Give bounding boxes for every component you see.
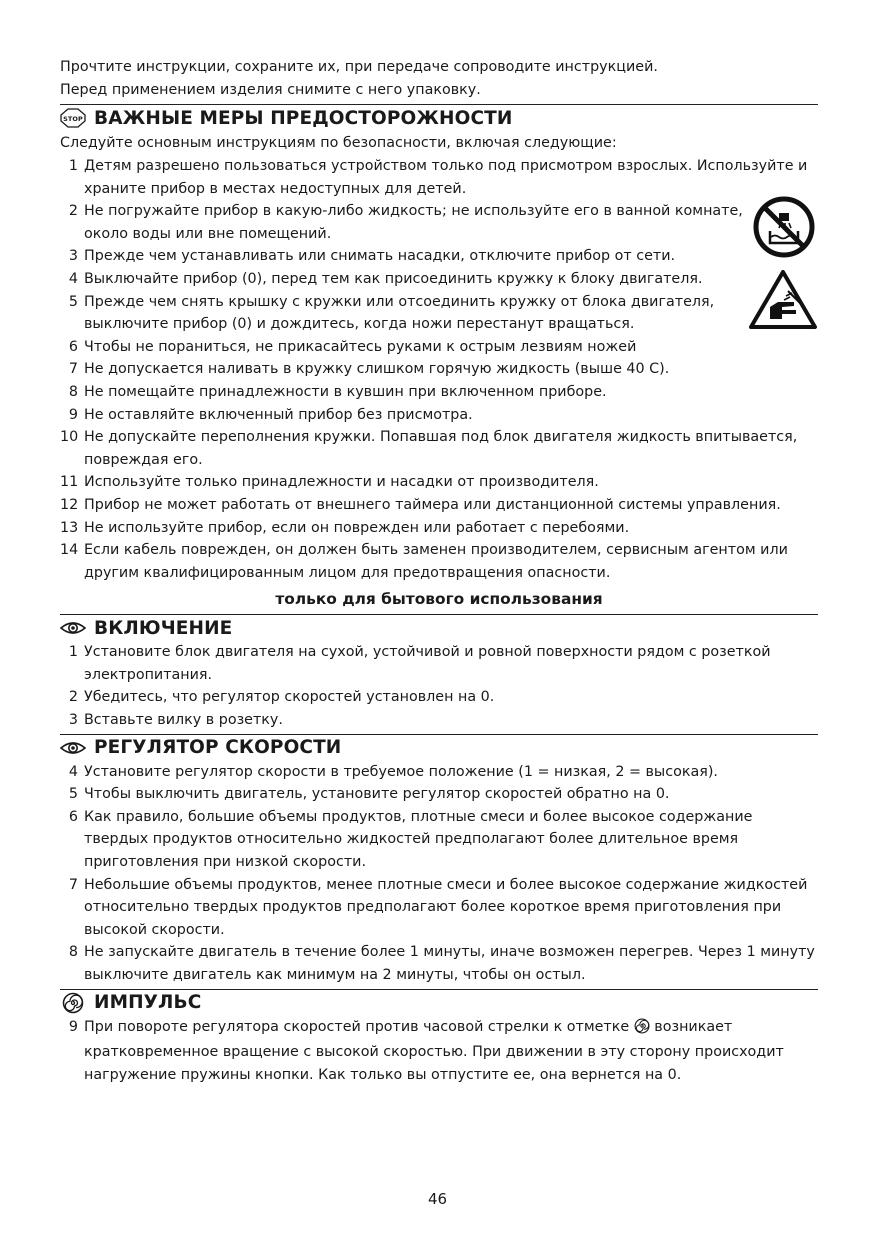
pulse-heading bbox=[60, 989, 818, 1016]
list-item: 1 Детям разрешено пользоваться устройством только под присмотром взрослых. Используйте и храните прибор в местах недоступных для детей. bbox=[68, 158, 808, 197]
pulse-title: ИМПУЛЬС bbox=[94, 992, 202, 1014]
list-item: 10 Не допускайте переполнения кружки. Попавшая под блок двигателя жидкость впитывается, повреждая его. bbox=[60, 429, 798, 468]
list-item: 9 При повороте регулятора скоростей против часовой стрелки к отметке возникает кратковременное вращение с высокой скоростью. При движении в эту сторону происходит нагружение пружины кнопки. Как только вы отпустите ее, она вернется на 0. bbox=[68, 1018, 784, 1083]
list-item: 7 Небольшие объемы продуктов, менее плотные смеси и более высокое содержание жидкостей относительно твердых продуктов предполагают более короткое время приготовления при высокой скорости. bbox=[68, 876, 808, 938]
list-item: 2 Убедитесь, что регулятор скоростей установлен на 0. bbox=[68, 689, 495, 706]
list-item: 6 Чтобы не пораниться, не прикасайтесь руками к острым лезвиям ножей bbox=[68, 338, 637, 355]
speed-list bbox=[60, 761, 818, 987]
list-item: 12 Прибор не может работать от внешнего таймера или дистанционной системы управления. bbox=[60, 496, 781, 513]
eye-icon bbox=[60, 737, 86, 759]
list-item: 5 Чтобы выключить двигатель, установите регулятор скоростей обратно на 0. bbox=[68, 786, 670, 803]
list-item: 7 Не допускается наливать в кружку слишком горячую жидкость (выше 40 C). bbox=[68, 361, 670, 378]
pulse-list bbox=[60, 1016, 818, 1087]
safety-heading bbox=[60, 104, 818, 131]
no-water-immersion-icon bbox=[752, 195, 816, 263]
list-item: 2 Не погружайте прибор в какую-либо жидкость; не используйте его в ванной комнате, около воды или вне помещений. bbox=[68, 203, 743, 242]
list-item: 4 Установите регулятор скорости в требуемое положение (1 = низкая, 2 = высокая). bbox=[68, 763, 718, 780]
list-item: 3 Вставьте вилку в розетку. bbox=[68, 712, 283, 729]
sharp-blade-warning-icon bbox=[748, 269, 818, 335]
list-item: 13 Не используйте прибор, если он поврежден или работает с перебоями. bbox=[60, 519, 630, 536]
list-item: 8 Не запускайте двигатель в течение более 1 минуты, иначе возможен перегрев. Через 1 минуту выключите двигатель как минимум на 2 минуты, чтобы он остыл. bbox=[68, 944, 815, 983]
pulse-icon bbox=[634, 1018, 650, 1042]
speed-heading bbox=[60, 734, 818, 761]
list-item: 4 Выключайте прибор (0), перед тем как присоединить кружку к блоку двигателя. bbox=[68, 270, 703, 287]
stop-sign-icon bbox=[60, 107, 86, 129]
list-item: 1 Установите блок двигателя на сухой, устойчивой и ровной поверхности рядом с розеткой электропитания. bbox=[68, 644, 771, 683]
intro-line: Перед применением изделия снимите с него упаковку. bbox=[60, 82, 481, 98]
list-item: 11 Используйте только принадлежности и насадки от производителя. bbox=[60, 474, 599, 491]
power-on-heading bbox=[60, 614, 818, 641]
power-on-title: ВКЛЮЧЕНИЕ bbox=[94, 617, 233, 639]
safety-lead: Следуйте основным инструкциям по безопасности, включая следующие: bbox=[60, 135, 617, 151]
list-item: 3 Прежде чем устанавливать или снимать насадки, отключите прибор от сети. bbox=[68, 248, 676, 265]
intro-block bbox=[60, 56, 818, 102]
eye-icon bbox=[60, 617, 86, 639]
list-item: 6 Как правило, большие объемы продуктов, плотные смеси и более высокое содержание твердых продуктов относительно жидкостей предполагают более длительное время приготовления при низкой скорости. bbox=[68, 808, 753, 871]
intro-line: Прочтите инструкции, сохраните их, при передаче сопроводите инструкцией. bbox=[60, 59, 658, 75]
svg-text:STOP: STOP bbox=[63, 115, 83, 123]
power-on-list bbox=[60, 641, 818, 731]
list-item: 9 Не оставляйте включенный прибор без присмотра. bbox=[68, 406, 473, 423]
domestic-use-note: только для бытового использования bbox=[275, 590, 603, 609]
list-item: 5 Прежде чем снять крышку с кружки или отсоединить кружку от блока двигателя, выключите прибор (0) и дождитесь, когда ножи перестанут вращаться. bbox=[68, 293, 715, 333]
page-content bbox=[60, 56, 818, 1086]
list-item: 14 Если кабель поврежден, он должен быть заменен производителем, сервисным агентом или другим квалифицированным лицом для предотвращения опасности. bbox=[60, 542, 788, 581]
pulse-icon bbox=[60, 992, 86, 1014]
safety-list bbox=[60, 155, 818, 584]
page-number: 46 bbox=[427, 1190, 448, 1208]
list-item: 8 Не помещайте принадлежности в кувшин при включенном приборе. bbox=[68, 383, 607, 400]
safety-title: ВАЖНЫЕ МЕРЫ ПРЕДОСТОРОЖНОСТИ bbox=[94, 107, 513, 129]
speed-title: РЕГУЛЯТОР СКОРОСТИ bbox=[94, 737, 342, 759]
